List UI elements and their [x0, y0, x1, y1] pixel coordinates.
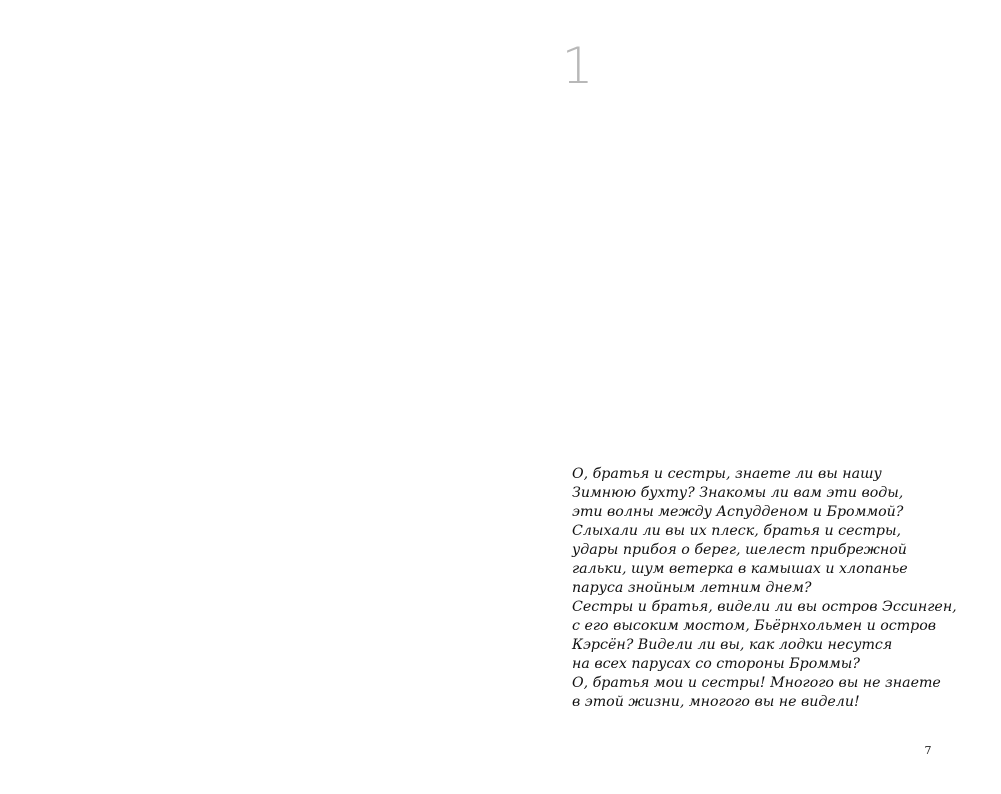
epigraph-line: О, братья мои и сестры! Многого вы не знаете [572, 675, 941, 691]
epigraph-line: Кэрсён? Видели ли вы, как лодки несутся [572, 637, 893, 653]
epigraph-line: Сестры и братья, видели ли вы остров Эссинген, [572, 599, 957, 615]
chapter-number: 1 [561, 37, 594, 95]
epigraph-line: эти волны между Аспудденом и Броммой? [572, 504, 904, 520]
page-number: 7 [924, 744, 932, 757]
epigraph-line: О, братья и сестры, знаете ли вы нашу [572, 466, 882, 482]
epigraph-line: на всех парусах со стороны Броммы? [572, 656, 860, 672]
epigraph-line: Зимнюю бухту? Знакомы ли вам эти воды, [572, 485, 904, 501]
epigraph-line: с его высоким мостом, Бьёрнхольмен и остров [572, 618, 937, 634]
epigraph [572, 465, 957, 712]
epigraph-line: в этой жизни, многого вы не видели! [572, 694, 860, 710]
epigraph-line: паруса знойным летним днем? [572, 580, 812, 596]
epigraph-line: Слыхали ли вы их плеск, братья и сестры, [572, 523, 902, 539]
epigraph-line: гальки, шум ветерка в камышах и хлопанье [572, 561, 908, 577]
epigraph-line: удары прибоя о берег, шелест прибрежной [572, 542, 907, 558]
